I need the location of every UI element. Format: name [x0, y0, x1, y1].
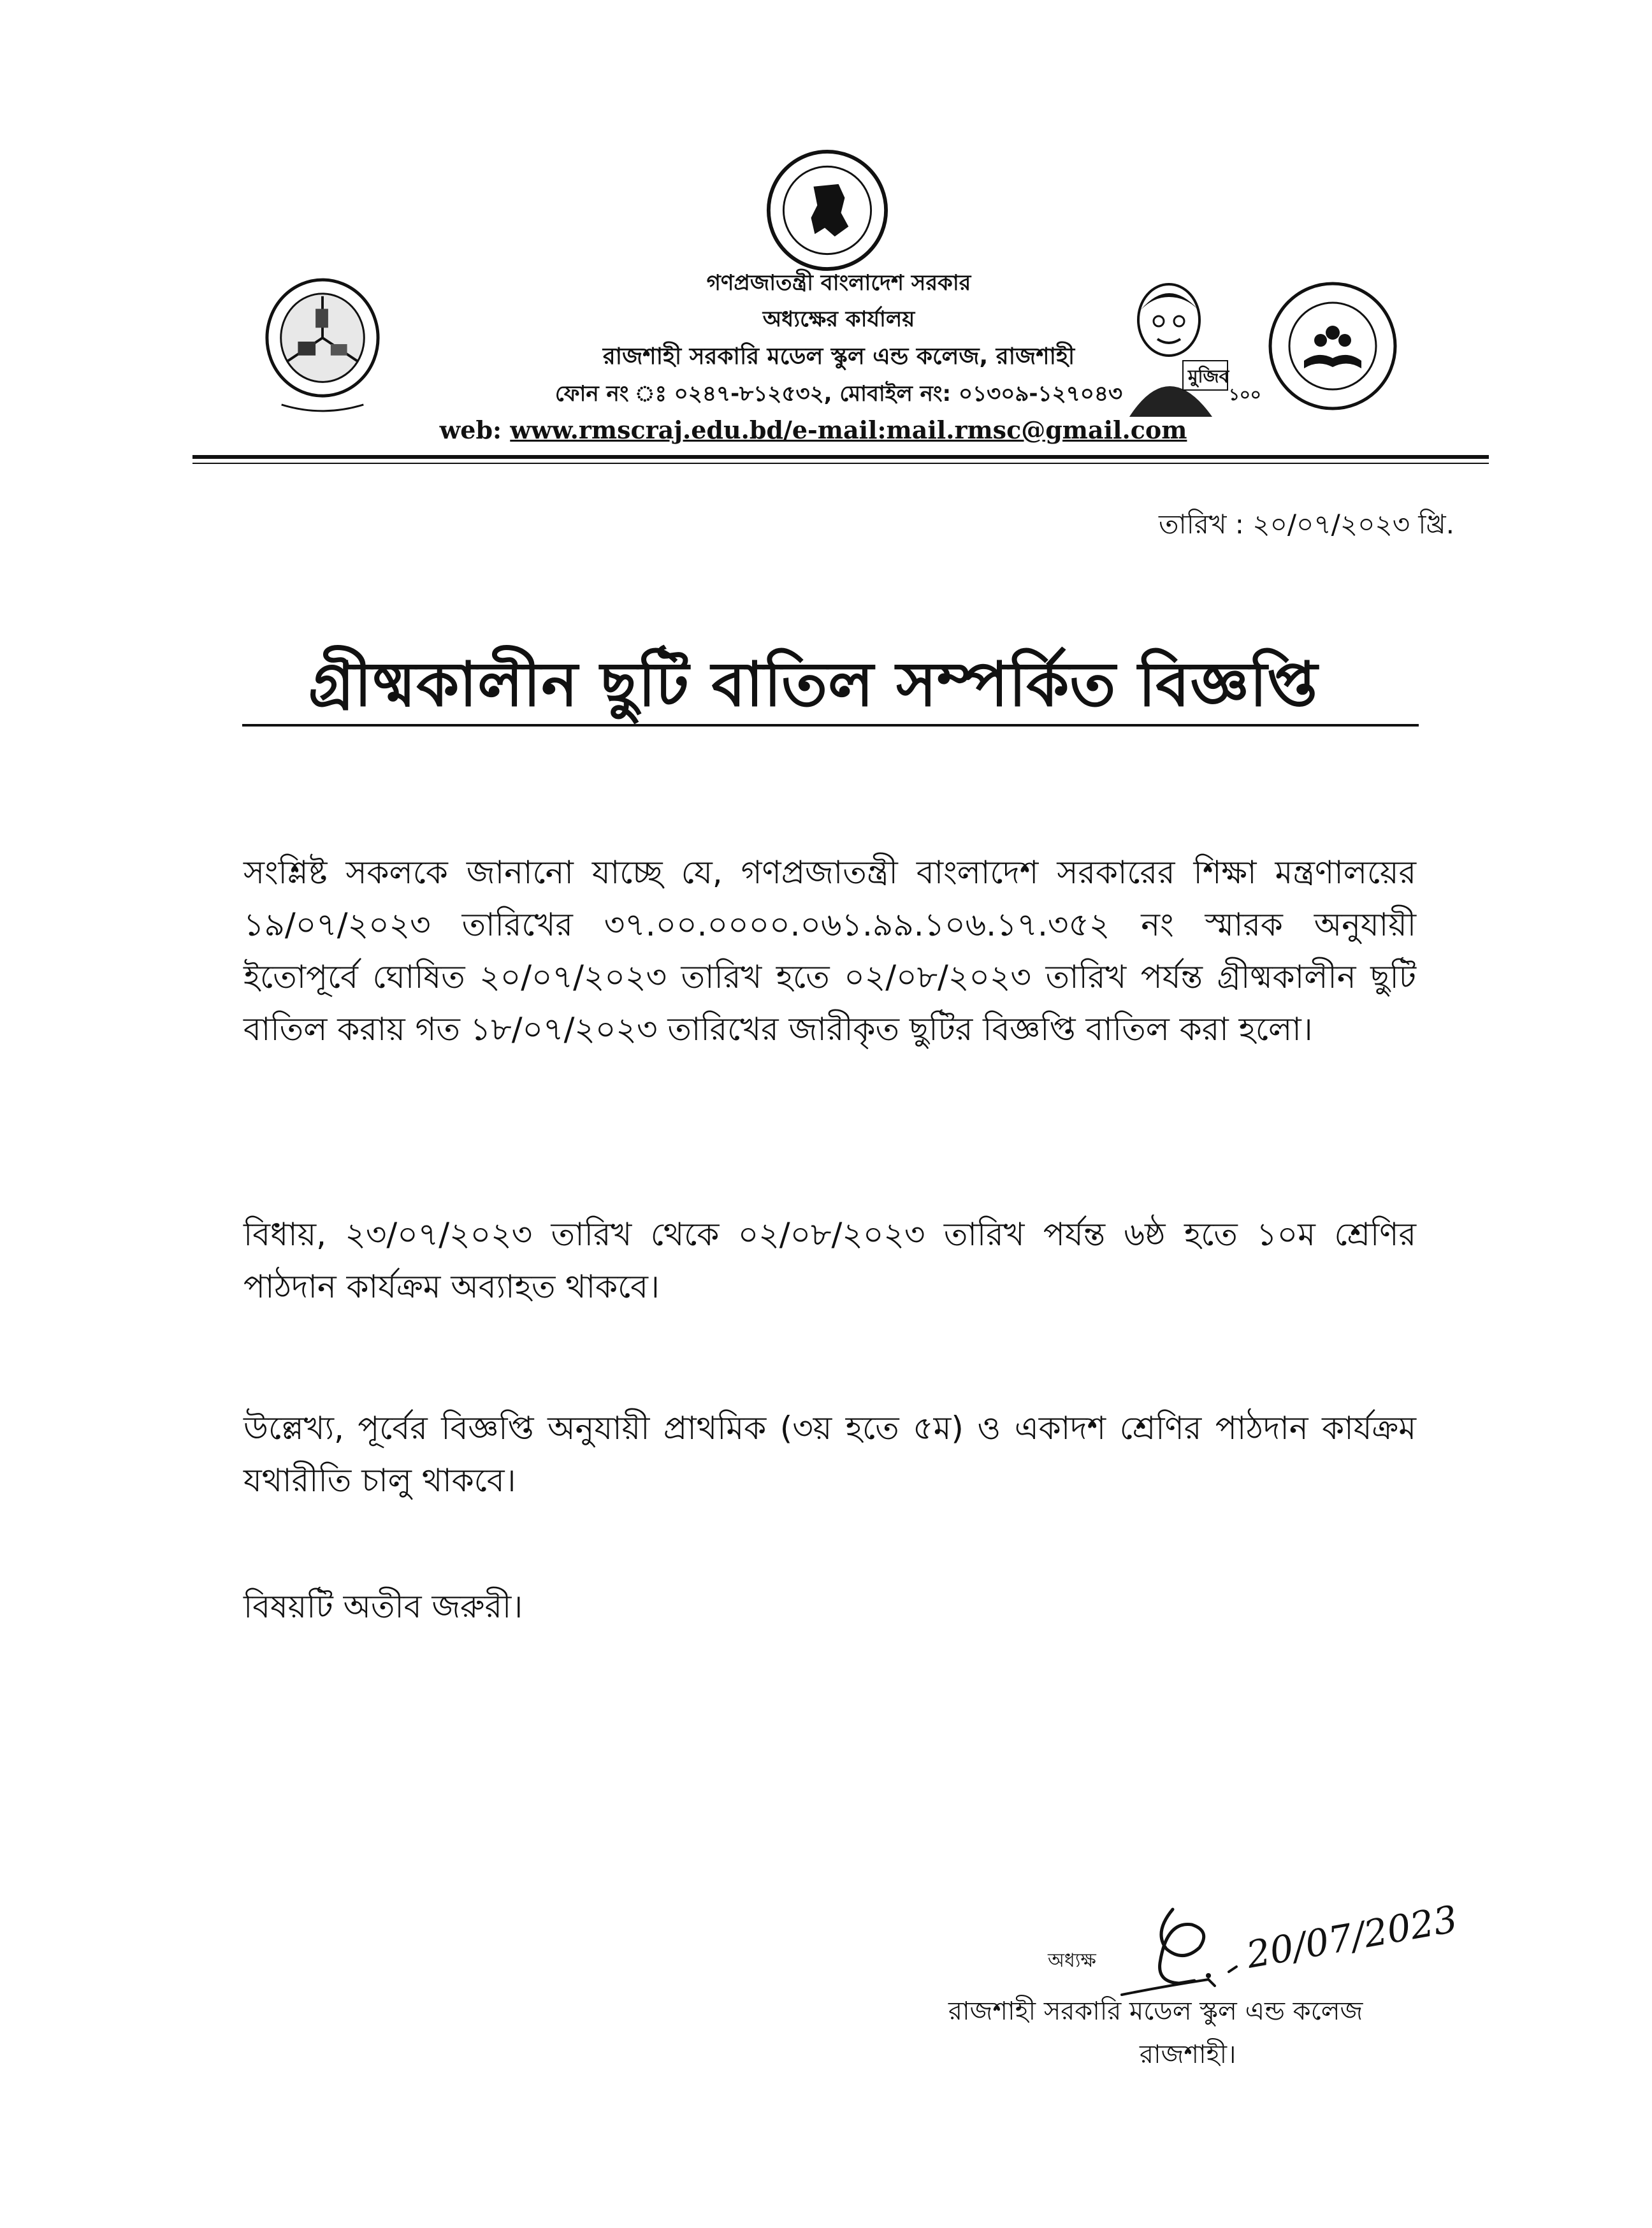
mujib-logo-number: ১০০ [1229, 386, 1261, 405]
title-underline [242, 724, 1419, 727]
signatory-title: অধ্যক্ষ [1048, 1950, 1096, 1972]
web-label: web: [439, 416, 511, 444]
mujib-logo-text: মুজিব [1188, 366, 1229, 387]
notice-title: গ্রীষ্মকালীন ছুটি বাতিল সম্পর্কিত বিজ্ঞপ্তি [308, 649, 1318, 720]
paragraph-1: সংশ্লিষ্ট সকলকে জানানো যাচ্ছে যে, গণপ্রজাতন্ত্রী বাংলাদেশ সরকারের শিক্ষা মন্ত্রণালয়ের ১৯/০৭/২০২৩ তারিখের ৩৭.০০.০০০০.০৬১.৯৯.১০৬.১৭.৩৫২ নং স্মারক অনুযায়ী ইতোপূর্বে ঘোষিত ২০/০৭/২০২৩ তারিখ হতে ০২/০৮/২০২৩ তারিখ পর্যন্ত গ্রীষ্মকালীন ছুটি বাতিল করায় গত ১৮/০৭/২০২৩ তারিখের জারীকৃত ছুটির বিজ্ঞপ্তি বাতিল করা হলো। [243, 854, 1416, 1048]
header-contact: ফোন নং ঃ ০২৪৭-৮১২৫৩২, মোবাইল নং: ০১৩০৯-১২৭০৪৩ [554, 381, 1123, 407]
paragraph-2: বিধায়, ২৩/০৭/২০২৩ তারিখ থেকে ০২/০৮/২০২৩ তারিখ পর্যন্ত ৬ষ্ঠ হতে ১০ম শ্রেণির পাঠদান কার্যক্রম অব্যাহত থাকবে। [243, 1216, 1416, 1305]
header-government: গণপ্রজাতন্ত্রী বাংলাদেশ সরকার [706, 270, 971, 296]
paragraph-4: বিষয়টি অতীব জরুরী। [243, 1588, 523, 1625]
header-institution: রাজশাহী সরকারি মডেল স্কুল এন্ড কলেজ, রাজশাহী [602, 344, 1075, 370]
signatory-city: রাজশাহী। [1140, 2040, 1236, 2069]
header-office: অধ্যক্ষের কার্যালয় [762, 307, 915, 332]
paragraph-3: উল্লেখ্য, পূর্বের বিজ্ঞপ্তি অনুযায়ী প্রাথমিক (৩য় হতে ৫ম) ও একাদশ শ্রেণির পাঠদান কার্যক্রম যথারীতি চালু থাকবে। [243, 1410, 1416, 1499]
signatory-institution: রাজশাহী সরকারি মডেল স্কুল এন্ড কলেজ [948, 1997, 1363, 2026]
header-web-email [0, 416, 1627, 444]
handwritten-date: 20/07/2023 [1243, 1897, 1461, 1977]
web-link[interactable]: www.rmscraj.edu.bd/e-mail:mail.rmsc@gmail.com [510, 416, 1187, 444]
government-seal-icon [765, 148, 890, 273]
header-rule-thin [192, 463, 1489, 464]
notice-date: তারিখ : ২০/০৭/২০২৩ খ্রি. [1159, 509, 1454, 540]
header-rule-thick [192, 455, 1489, 459]
